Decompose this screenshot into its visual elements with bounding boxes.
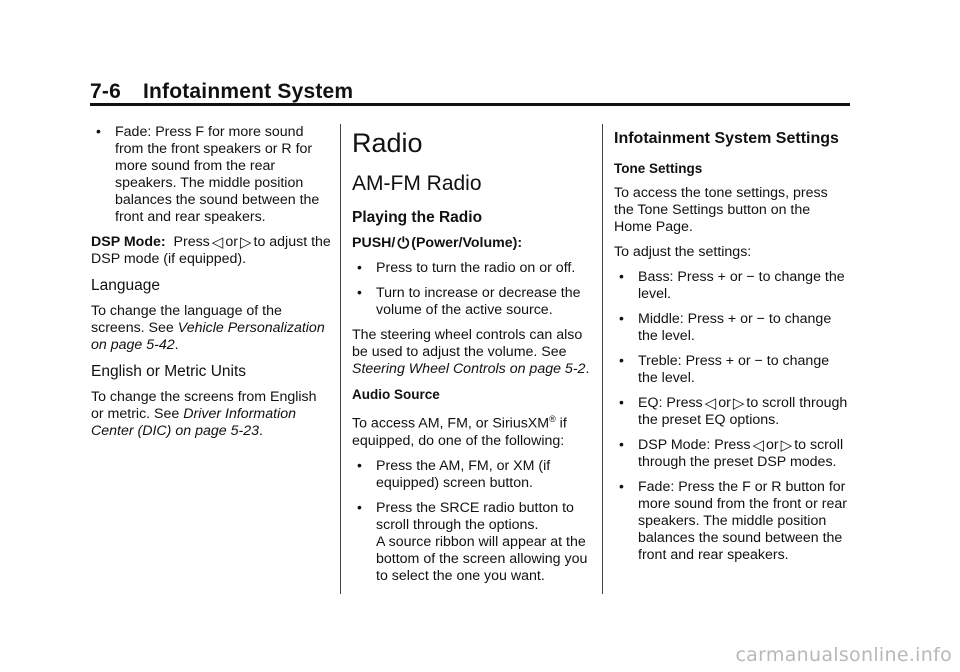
language-heading: Language [91, 277, 160, 294]
column-divider-1 [340, 124, 341, 594]
left-arrow-icon: ◁ [704, 395, 717, 412]
list-item: • EQ: Press ◁ or ▷ to scroll through the preset EQ options. [619, 394, 848, 428]
units-paragraph: To change the screens from English or metric. See Driver Information Center (DIC) on page 5-23. [91, 389, 317, 439]
list-item: • Middle: Press + or − to change the level. [619, 310, 832, 344]
dsp-mode-paragraph: DSP Mode: Press ◁ or ▷ to adjust the DSP mode (if equipped). [91, 234, 331, 267]
list-item: • DSP Mode: Press ◁ or ▷ to scroll through the preset DSP modes. [619, 436, 844, 470]
audio-source-paragraph: To access AM, FM, or SiriusXM® if equipped, do one of the following: [352, 414, 567, 449]
audio-source-heading: Audio Source [352, 387, 440, 402]
vehicle-personalization-link[interactable]: Vehicle Personalization on page 5-42 [91, 320, 325, 353]
bullet-icon: • [357, 259, 362, 275]
bullet-icon: • [357, 498, 362, 515]
list-item: • Treble: Press + or − to change the level. [619, 352, 830, 386]
list-item: • Bass: Press + or − to change the level. [619, 268, 845, 302]
bullet-icon: • [619, 394, 624, 410]
right-arrow-icon: ▷ [780, 437, 793, 454]
steering-controls-link[interactable]: Steering Wheel Controls on page 5-2 [352, 361, 586, 377]
right-arrow-icon: ▷ [732, 395, 745, 412]
list-item: • Press the SRCE radio button to scroll through the options. A source ribbon will appear at the bottom of the screen allowing you to select the one you want. [352, 500, 592, 585]
column-divider-2 [602, 124, 603, 594]
settings-heading: Infotainment System Settings [614, 130, 839, 147]
amfm-heading: AM-FM Radio [352, 172, 482, 195]
list-item: • Turn to increase or decrease the volume of the active source. [357, 284, 581, 318]
tone-paragraph: To access the tone settings, press the Tone Settings button on the Home Page. [614, 185, 828, 235]
language-paragraph: To change the language of the screens. See Vehicle Personalization on page 5-42. [91, 303, 325, 353]
bullet-icon: • [619, 268, 624, 284]
bullet-icon: • [96, 123, 101, 139]
page-header [90, 80, 850, 104]
dic-link[interactable]: Driver Information Center (DIC) on page 5-23 [91, 406, 297, 439]
push-label: PUSH/ ⏻ (Power/Volume): [352, 235, 523, 252]
power-icon: ⏻ [397, 235, 410, 252]
source-ribbon-note: A source ribbon will appear at the bottom of the screen allowing you to select the one you want. [376, 533, 588, 584]
adjust-paragraph: To adjust the settings: [614, 244, 752, 260]
right-arrow-icon: ▷ [239, 234, 252, 251]
left-arrow-icon: ◁ [211, 234, 224, 251]
header-rule [90, 103, 850, 106]
list-item: • Press to turn the radio on or off. [357, 259, 576, 276]
bullet-icon: • [619, 436, 624, 452]
list-item: • Press the AM, FM, or XM (if equipped) screen button. [357, 456, 551, 491]
list-item: • Fade: Press F for more sound from the front speakers or R for more sound from the rear speakers. The middle position balances the sound between the front and rear speakers. [96, 123, 320, 225]
playing-heading: Playing the Radio [352, 209, 483, 226]
column-2 [352, 124, 592, 585]
list-item: • Fade: Press the F or R button for more sound from the front or rear speakers. The middle position balances the sound between the front and rear speakers. [619, 478, 847, 563]
bullet-icon: • [619, 310, 624, 326]
bullet-icon: • [619, 352, 624, 368]
bullet-icon: • [619, 478, 624, 494]
units-heading: English or Metric Units [91, 363, 247, 380]
watermark: carmanualsonline.info [735, 644, 952, 666]
left-arrow-icon: ◁ [752, 437, 765, 454]
column-3 [614, 124, 850, 572]
steering-paragraph: The steering wheel controls can also be used to adjust the volume. See Steering Wheel Controls on page 5-2. [352, 327, 590, 377]
bullet-icon: • [357, 456, 362, 473]
bullet-icon: • [357, 284, 362, 300]
tone-settings-heading: Tone Settings [614, 161, 703, 176]
radio-heading: Radio [352, 128, 423, 158]
page-number: 7-6 [90, 80, 121, 103]
section-title: Infotainment System [142, 80, 354, 103]
column-1 [91, 124, 331, 448]
